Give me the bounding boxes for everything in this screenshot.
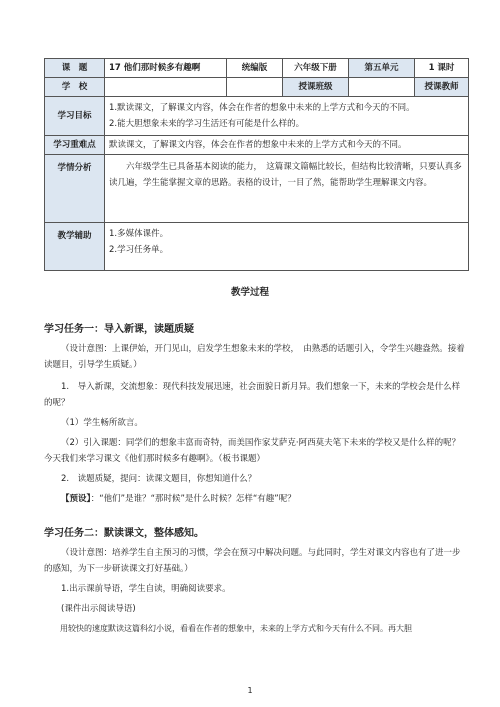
task1-step2: 2. 读题质疑，提问：读课文题目，你想知道什么？ [61,474,257,484]
class-value [349,78,415,97]
task1-preset [44,491,468,507]
table-row-aids [45,223,469,271]
lesson-title: 17 他们那时候多有趣啊 [105,59,227,78]
task2-step1a: (课件出示阅读导语) [61,604,136,614]
unit: 第五单元 [349,59,415,78]
lesson-info-table [44,58,469,271]
task1-step1: 1. 导入新课，交流想象：现代科技发展迅速，社会面貌日新月异。我们想象一下，未来的学校会是什么样的呢？ [44,382,461,408]
grade-volume: 六年级下册 [283,59,349,78]
label-aids: 教学辅助 [45,223,105,271]
task2-guide: 用较快的速度默读这篇科幻小说，看看在作者的想象中，未来的上学方式和今天有什么不同。再大胆 [60,624,412,633]
task1-block [44,320,468,507]
class-hours: 1 课时 [415,59,469,78]
table-row-analysis [45,155,469,223]
goals-cell [105,97,469,136]
label-school: 学 校 [45,78,105,97]
edition: 统编版 [227,59,283,78]
task1-step1a: （1）学生畅所欲言。 [61,418,143,428]
school-value [105,78,227,97]
task1-title: 学习任务一：导入新课，读题质疑 [44,324,194,335]
task2-title: 学习任务二：默读课文，整体感知。 [44,528,204,539]
empty-cell [227,78,283,97]
section-title: 教学过程 [230,287,269,298]
preset-text: ：“他们”是谁？“那时候”是什么时候？怎样“有趣”呢？ [90,494,296,504]
table-row-title [45,59,469,78]
label-key: 学习重难点 [45,136,105,155]
goal-item: 1.默读课文，了解课文内容，体会在作者的想象中未来的上学方式和今天的不同。 [109,103,415,113]
task1-intent: （设计意图：上课伊始，开门见山，启发学生想象未来的学校， 由熟悉的话题引入，令学生兴趣盎然。接着读题目，引导学生质疑。） [44,344,465,370]
page-number: 1 [247,686,253,695]
preset-label: 【预设】 [61,494,91,504]
label-class: 授课班级 [283,78,349,97]
label-topic: 课 题 [45,59,105,78]
task1-step1b: （2）引入课题：同学们的想象丰富而奇特，而美国作家艾萨克·阿西莫夫笔下未来的学校又是什么样的呢？今天我们来学习课文《他们那时候多有趣啊》。（板书课题） [44,438,461,464]
key-text: 默读课文，了解课文内容，体会在作者的想象中未来的上学方式和今天的不同。 [105,136,469,155]
analysis-text: 六年级学生已具备基本阅读的能力， 这篇课文篇幅比较长，但结构比较清晰，只要认真多读几遍，学生能掌握文章的思路。表格的设计，一目了然，能帮助学生理解课文内容。 [109,162,462,188]
table-row-school [45,78,469,97]
task2-intent: （设计意图：培养学生自主预习的习惯，学会在预习中解决问题。与此同时，学生对课文内容也有了进一步的感知，为下一步研读课文打好基础。） [44,548,461,574]
task2-step1: 1.出示课前导语，学生自读，明确阅读要求。 [61,584,231,594]
table-row-key [45,136,469,155]
task2-block [44,524,468,637]
label-teacher: 授课教师 [415,78,469,97]
label-analysis: 学情分析 [45,155,105,223]
goal-item: 2.能大胆想象未来的学习生活还有可能是什么样的。 [109,119,305,129]
aid-item: 1.多媒体课件。 [109,229,169,239]
analysis-cell [105,155,469,223]
table-row-goals [45,97,469,136]
aid-item: 2.学习任务单。 [109,245,169,255]
label-goals: 学习目标 [45,97,105,136]
aids-cell [105,223,469,271]
